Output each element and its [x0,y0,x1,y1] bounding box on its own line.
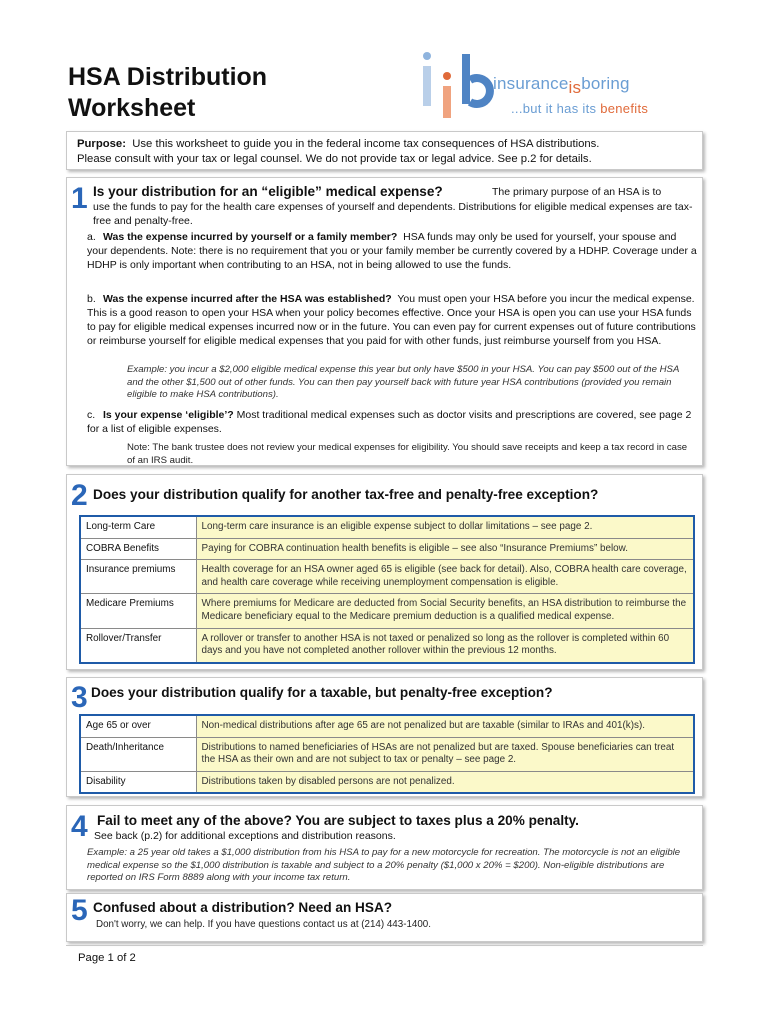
item-c [87,408,699,436]
item-text: You must open your HSA before you incur the medical expense. This is a good reason to open your HSA when your policy becomes effective. Once your HSA is open you can use your HSA funds to pay for eligible medical expenses incurred now or in the future. You can even pay for current expenses out of future contributions or reimburse yourself for eligible medical expenses that you paid for with other funds, just reimburse yourself from you HSA. [87,293,696,347]
section-number: 3 [71,681,88,714]
logo-word-insurance: insurance [493,74,569,93]
section-number: 4 [71,810,88,843]
item-label: b. [87,293,96,305]
item-b-example: Example: you incur a $2,000 eligible medical expense this year but only have $500 in your HSA. You can pay $500 out of the HSA and the other $1,500 out of other funds. You can then pay yourself back with future year HSA contributions (provided you remain eligible to make HSA contributions). [127,364,679,400]
section-number: 2 [71,479,88,512]
section-1 [66,177,703,466]
page-number: Page 1 of 2 [78,952,136,964]
contact-text: Don't worry, we can help. If you have questions contact us at (214) 443-1400. [96,919,431,930]
section-2 [66,474,703,670]
item-question: Was the expense incurred after the HSA was established? [103,293,392,305]
row-key: Death/Inheritance [80,737,196,771]
table-row [80,538,694,560]
page-title-line2: Worksheet [68,94,196,122]
item-b [87,292,699,348]
purpose-line2: Please consult with your tax or legal counsel. We do not provide tax or legal advice. See p.2 for details. [77,153,592,165]
exceptions-table [79,714,695,794]
row-value: Long-term care insurance is an eligible expense subject to dollar limitations – see page 2. [196,516,694,538]
table-row [80,628,694,663]
table-row [80,715,694,737]
row-key: Disability [80,771,196,793]
table-row [80,560,694,594]
section-heading: Does your distribution qualify for another tax-free and penalty-free exception? [93,487,599,502]
item-label: a. [87,231,96,243]
item-text: HSA funds may only be used for yourself, your spouse and your dependents. Note: there is no requirement that you or your family member be currently covered by a HDHP. Coverage under a HDHP is only important when contributing to an HSA, not in being allowed to use the funds. [87,231,697,271]
row-value: A rollover or transfer to another HSA is not taxed or penalized so long as the rollover is completed within 60 days and you have not completed another rollover within the previous 12 months. [196,628,694,663]
section-4 [66,805,703,890]
logo-word-is: is [568,78,582,97]
section-heading: Fail to meet any of the above? You are subject to taxes plus a 20% penalty. [97,813,579,828]
logo-tagline-text: ...but it has its [511,101,601,116]
row-key: COBRA Benefits [80,538,196,560]
footer-divider [66,945,703,946]
page-title [68,62,267,124]
table-row [80,737,694,771]
table-row [80,771,694,793]
page-title-line1: HSA Distribution [68,63,268,91]
row-key: Age 65 or over [80,715,196,737]
section-3 [66,677,703,797]
section-heading: Does your distribution qualify for a taxable, but penalty-free exception? [91,685,553,700]
row-value: Distributions taken by disabled persons are not penalized. [196,771,694,793]
section-heading: Confused about a distribution? Need an HSA? [93,900,393,915]
purpose-box [66,131,703,170]
row-key: Rollover/Transfer [80,628,196,663]
logo-tagline [511,101,648,116]
row-key: Insurance premiums [80,560,196,594]
row-value: Health coverage for an HSA owner aged 65 is eligible (see back for detail). Also, COBRA health care coverage, and health care coverage while receiving unemployment compensation is eligible. [196,560,694,594]
section-intro: use the funds to pay for the health care expenses of yourself and dependents. Distributions for eligible medical expenses are tax-free and penalty-free. [93,201,693,227]
section-example: Example: a 25 year old takes a $1,000 distribution from his HSA to pay for a new motorcycle for recreation. The motorcycle is not an eligible medical expense so the $1,000 distribution is taxable and subject to a 20% penalty ($1,000 x 20% = $200). Non-eligible distributions are reported on IRS Form 8889 along with your income tax return. [87,847,681,883]
item-text: Most traditional medical expenses such as doctor visits and prescriptions are covered, see page 2 for a list of eligible expenses. [87,409,692,435]
purpose-line1 [77,137,692,152]
item-question: Was the expense incurred by yourself or a family member? [103,231,398,243]
section-number: 5 [71,894,88,927]
logo-tagline-accent: benefits [600,101,649,116]
section-intro-tail: The primary purpose of an HSA is to [492,186,662,198]
logo-word-boring: boring [581,74,630,93]
row-key: Medicare Premiums [80,594,196,628]
item-label: c. [87,409,96,421]
row-value: Non-medical distributions after age 65 are not penalized but are taxable (similar to IRAs and 401(k)s). [196,715,694,737]
row-key: Long-term Care [80,516,196,538]
purpose-text1: Use this worksheet to guide you in the federal income tax consequences of HSA distributions. [132,138,600,150]
section-5 [66,893,703,942]
logo-wordmark [493,74,630,97]
exceptions-table [79,515,695,664]
item-question: Is your expense ‘eligible’? [103,409,234,421]
row-value: Where premiums for Medicare are deducted from Social Security benefits, an HSA distribution to reimburse the Medicare beneficiary equal to the Medicare premium deduction is a qualified medical expense. [196,594,694,628]
table-row [80,594,694,628]
item-c-note: Note: The bank trustee does not review your medical expenses for eligibility. You should save receipts and keep a tax record in case of an IRS audit. [127,442,688,466]
section-subtext: See back (p.2) for additional exceptions and distribution reasons. [94,830,396,842]
table-row [80,516,694,538]
row-value: Paying for COBRA continuation health benefits is eligible – see also “Insurance Premiums” below. [196,538,694,560]
item-a [87,230,699,272]
purpose-label: Purpose: [77,138,126,150]
section-heading: Is your distribution for an “eligible” medical expense? [93,184,443,199]
section-number: 1 [71,182,88,215]
row-value: Distributions to named beneficiaries of HSAs are not penalized but are taxed. Spouse beneficiaries can treat the HSA as their own and are not subject to tax or penalty – see page 2. [196,737,694,771]
